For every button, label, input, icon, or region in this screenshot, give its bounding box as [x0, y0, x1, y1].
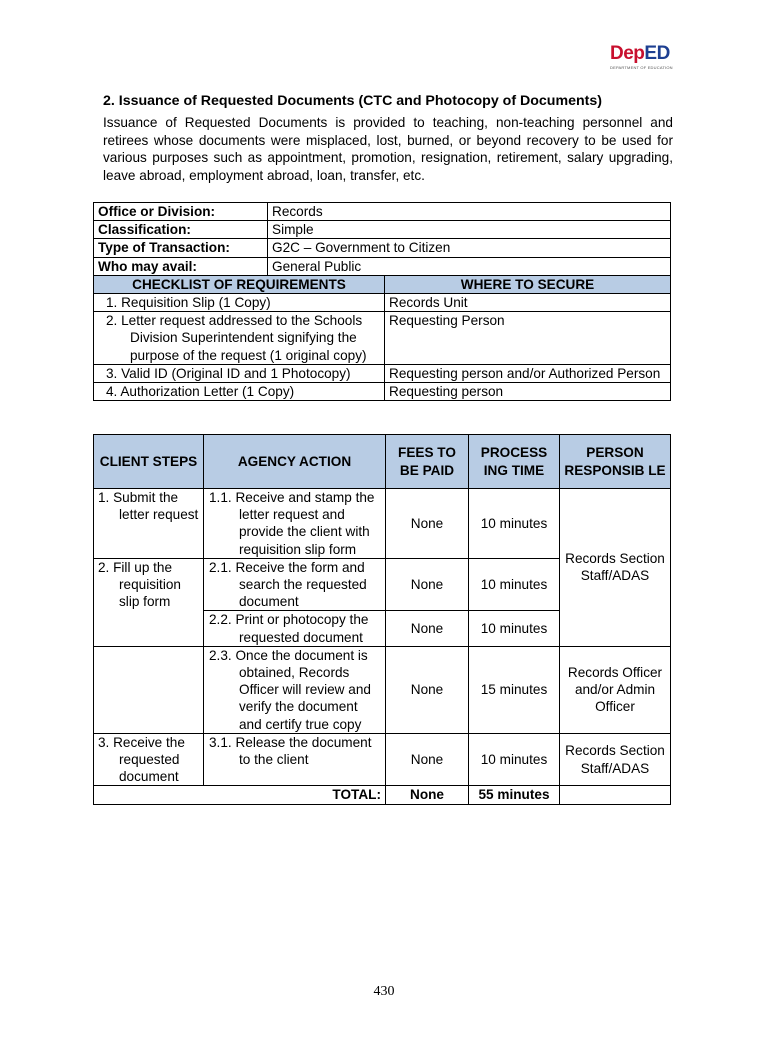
total-time: 55 minutes — [469, 786, 560, 804]
agency-action: 2.1. Receive the form and search the requested document — [204, 558, 386, 611]
info-row — [94, 239, 671, 257]
processing-time: 15 minutes — [469, 646, 560, 733]
process-row — [94, 646, 671, 733]
client-steps-header: CLIENT STEPS — [94, 435, 204, 489]
fees-header: FEES TO BE PAID — [386, 435, 469, 489]
deped-logo-tagline: DEPARTMENT OF EDUCATION — [610, 65, 673, 70]
person-responsible: Records Section Staff/ADAS — [560, 733, 671, 786]
client-step: 2. Fill up the requisition slip form — [94, 558, 204, 646]
checklist-row — [94, 364, 671, 382]
process-row — [94, 489, 671, 559]
processing-time: 10 minutes — [469, 611, 560, 646]
processing-time-header: PROCESS ING TIME — [469, 435, 560, 489]
where-to-secure: Requesting Person — [385, 312, 671, 365]
checklist-row — [94, 383, 671, 401]
where-to-secure: Requesting person — [385, 383, 671, 401]
processing-time: 10 minutes — [469, 558, 560, 611]
agency-action-header: AGENCY ACTION — [204, 435, 386, 489]
process-row — [94, 733, 671, 786]
checklist-row — [94, 312, 671, 365]
info-value: General Public — [268, 257, 671, 275]
checklist-header: CHECKLIST OF REQUIREMENTS — [94, 275, 385, 293]
info-label: Classification: — [94, 221, 268, 239]
person-responsible: Records Section Staff/ADAS — [560, 489, 671, 647]
processing-time: 10 minutes — [469, 733, 560, 786]
info-row — [94, 257, 671, 275]
agency-action: 2.3. Once the document is obtained, Records Officer will review and verify the document and certify true copy — [204, 646, 386, 733]
client-step: 1. Submit the letter request — [94, 489, 204, 559]
info-checklist-table — [93, 202, 671, 401]
info-value: Records — [268, 203, 671, 221]
requirement: 2. Letter request addressed to the Schools Division Superintendent signifying the purpose of the request (1 original copy) — [94, 312, 385, 365]
checklist-header-row — [94, 275, 671, 293]
page-number: 430 — [373, 984, 395, 999]
fees: None — [386, 611, 469, 646]
client-step: 3. Receive the requested document — [94, 733, 204, 786]
process-header-row — [94, 435, 671, 489]
info-label: Who may avail: — [94, 257, 268, 275]
intro-paragraph: Issuance of Requested Documents is provided to teaching, non-teaching personnel and retirees whose documents were misplaced, lost, burned, or beyond recovery to be used for various purposes such as appointment, promotion, resignation, retirement, salary upgrading, leave abroad, employment abroad, loan, transfer, etc. — [103, 115, 673, 183]
deped-logo-text: DepED — [610, 43, 670, 64]
fees: None — [386, 558, 469, 611]
info-row — [94, 203, 671, 221]
info-value: G2C – Government to Citizen — [268, 239, 671, 257]
info-value: Simple — [268, 221, 671, 239]
total-row — [94, 786, 671, 804]
person-responsible: Records Officer and/or Admin Officer — [560, 646, 671, 733]
fees: None — [386, 489, 469, 559]
fees: None — [386, 646, 469, 733]
total-fees: None — [386, 786, 469, 804]
deped-logo — [610, 44, 672, 76]
total-person-empty — [560, 786, 671, 804]
info-label: Type of Transaction: — [94, 239, 268, 257]
requirement: 4. Authorization Letter (1 Copy) — [94, 383, 385, 401]
info-label: Office or Division: — [94, 203, 268, 221]
info-row — [94, 221, 671, 239]
processing-time: 10 minutes — [469, 489, 560, 559]
person-responsible-header: PERSON RESPONSIB LE — [560, 435, 671, 489]
requirement: 1. Requisition Slip (1 Copy) — [94, 294, 385, 312]
agency-action: 2.2. Print or photocopy the requested document — [204, 611, 386, 646]
where-to-secure: Records Unit — [385, 294, 671, 312]
client-step-empty — [94, 646, 204, 733]
fees: None — [386, 733, 469, 786]
checklist-row — [94, 294, 671, 312]
agency-action: 3.1. Release the document to the client — [204, 733, 386, 786]
where-to-secure-header: WHERE TO SECURE — [385, 275, 671, 293]
agency-action: 1.1. Receive and stamp the letter request and provide the client with requisition slip form — [204, 489, 386, 559]
section-heading: 2. Issuance of Requested Documents (CTC and Photocopy of Documents) — [103, 93, 602, 109]
where-to-secure: Requesting person and/or Authorized Person — [385, 364, 671, 382]
total-label: TOTAL: — [94, 786, 386, 804]
requirement: 3. Valid ID (Original ID and 1 Photocopy) — [94, 364, 385, 382]
process-table — [93, 434, 671, 805]
